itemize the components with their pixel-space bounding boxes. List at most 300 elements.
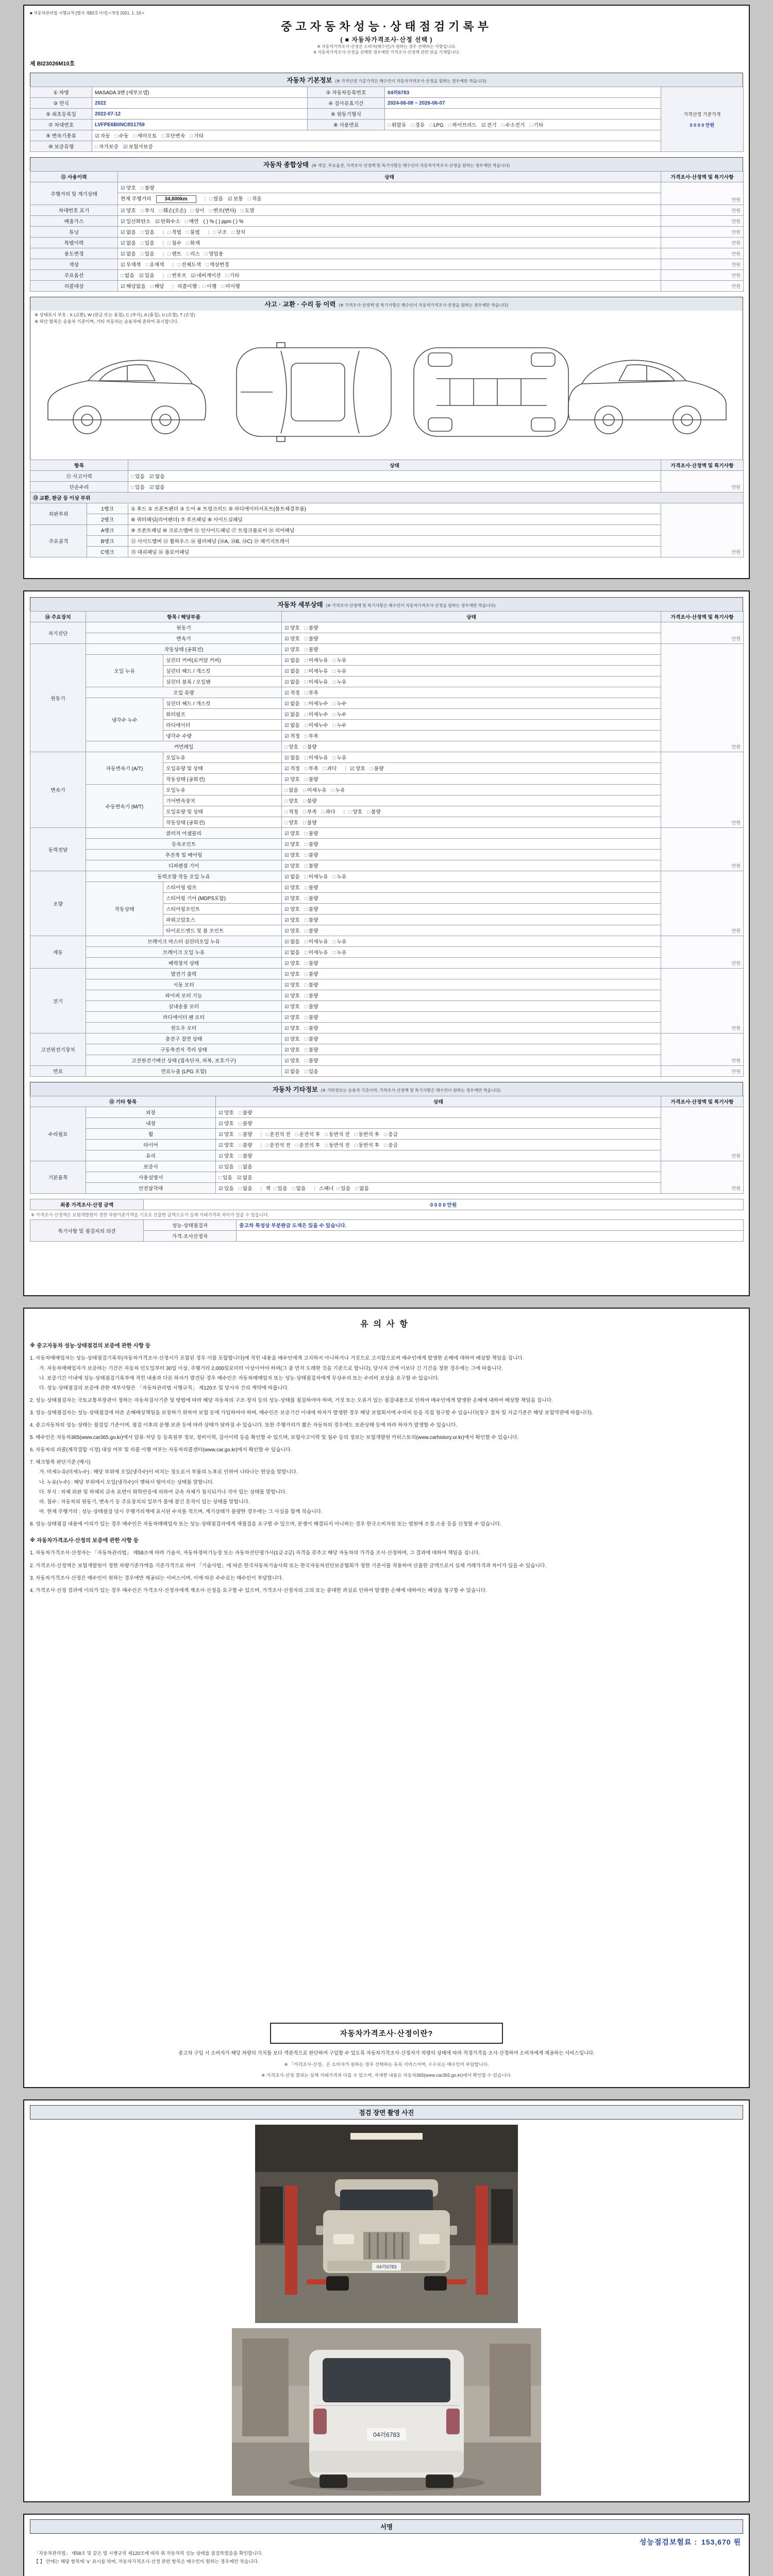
checkbox-적정: ☑ 적정 xyxy=(284,690,300,696)
checkbox-LPG: □ LPG xyxy=(429,123,444,129)
checkbox-양호: ☑ 양호 xyxy=(284,972,300,977)
cell: ⑮ 기타 항목 xyxy=(30,1096,216,1107)
checkbox-없음: ☑ 없음 xyxy=(121,251,136,258)
checkbox-있음: □ 있음 xyxy=(219,1175,232,1181)
page-subtitle: ( ■ 자동차가격조사·산정 선택 ) xyxy=(340,36,433,43)
notice-line: 6. 자동차의 리콜(제작결함 시정) 대상 여부 및 리콜 이행 여부는 자동차리콜센터(www.car.go.kr)에서 확인할 수 있습니다. xyxy=(30,1447,292,1453)
checkbox-도말: □ 도말 xyxy=(241,208,255,214)
checkbox-양호: ☑ 양호 xyxy=(219,1121,234,1127)
cell: 유리 xyxy=(86,1150,216,1161)
cell: ⑤ 최초등록일 xyxy=(30,109,92,120)
cell: 연료누출 (LPG 포함) xyxy=(86,1066,282,1077)
cell: 상태 xyxy=(282,612,661,622)
checkbox-불량: □ 불량 xyxy=(304,625,318,631)
checkbox-양호: ☑ 양호 xyxy=(284,647,300,653)
cell: 파워고압호스 xyxy=(163,914,282,925)
cell: 가격·조사산정자 xyxy=(144,1231,237,1242)
checkbox-미세누유: □ 미세누유 xyxy=(304,658,328,664)
checkbox-미세누수: □ 미세누수 xyxy=(304,701,328,707)
table-row xyxy=(30,109,744,120)
checkbox-불량: □ 불량 xyxy=(304,1026,318,1031)
table-row xyxy=(30,1012,744,1023)
cell: 동력조향 작동 오일 누유 xyxy=(86,871,282,882)
checkbox-누유: □ 누유 xyxy=(332,680,347,685)
table-row xyxy=(30,98,744,109)
checkbox-불량: □ 불량 xyxy=(238,1121,253,1127)
title-note-2: ※ 자동차가격조사·산정을 선택한 경우에만 가격조사·산정액 관련 란을 기재합니다. xyxy=(313,50,460,55)
table-row xyxy=(30,1140,744,1150)
cell: 원동기 xyxy=(30,644,86,752)
checkbox-양호: ☑ 양호 xyxy=(284,777,300,783)
checkbox-있음: □ 있음 xyxy=(304,1069,318,1075)
table-row xyxy=(30,850,744,860)
table-row xyxy=(30,687,744,698)
signature-statement: 「자동차관리법」 제58조 및 같은 법 시행규칙 제120조에 따라 위 자동차의 성능·상태를 점검하였음을 확인합니다. xyxy=(34,2551,263,2556)
checkbox-불량: □ 불량 xyxy=(367,809,381,815)
table-row xyxy=(30,514,744,524)
checkbox-네비게이션: ☑ 네비게이션 xyxy=(191,273,221,279)
checkbox-불량: □ 불량 xyxy=(238,1143,253,1148)
checkbox-경유: □ 경유 xyxy=(411,123,425,129)
cell: 특별이력 xyxy=(30,238,118,248)
cell: 1랭크 xyxy=(87,503,128,514)
cell: 냉각수 수량 xyxy=(163,731,282,741)
cell: 상태 xyxy=(128,460,661,470)
checkbox-운전석 전: □ 운전석 전 xyxy=(265,1132,291,1138)
checkbox-기타: □ 기타 xyxy=(225,273,240,279)
cell xyxy=(282,969,661,979)
section-basic-info xyxy=(30,73,743,152)
cell xyxy=(216,1161,661,1172)
other-info-table xyxy=(30,1096,744,1194)
cell: 작동상태 (공회전) xyxy=(163,817,282,828)
table-row xyxy=(30,1161,744,1172)
checkbox-불량: □ 불량 xyxy=(304,928,318,934)
status-code-legend: ※ 상태표시 부호 : X (교환), W (판금 또는 용접), C (부식), A (흠집), U (요철), T (손상) xyxy=(35,312,195,318)
section-accident-header xyxy=(30,297,743,311)
checkbox-불량: □ 불량 xyxy=(303,744,317,750)
checkbox-불량: □ 불량 xyxy=(304,1015,318,1021)
cell: 상태 xyxy=(118,172,661,182)
checkbox-해당없음: ☑ 해당없음 xyxy=(121,284,146,290)
checkbox-양호: ☑ 양호 xyxy=(121,185,136,192)
section-detail-header xyxy=(30,597,743,611)
checkbox-없음: ☑ 없음 xyxy=(284,723,300,728)
checkbox-없음: ☑ 없음 xyxy=(237,1175,253,1181)
cell: 실린더 헤드 / 개스킷 xyxy=(163,698,282,709)
cell xyxy=(282,860,661,871)
cell: 주요골격 xyxy=(30,524,87,557)
cell: 오일 누유 xyxy=(86,655,163,687)
cell: 등속조인트 xyxy=(86,839,282,850)
table-row xyxy=(30,535,744,546)
checkbox-불량: □ 불량 xyxy=(238,1154,253,1159)
cell xyxy=(282,666,661,676)
checkbox-썬루프: □ 썬루프 xyxy=(167,273,187,279)
cell: 2022-07-12 xyxy=(92,109,308,120)
cell: 기어변속장치 xyxy=(163,795,282,806)
checkbox-수소전기: □ 수소전기 xyxy=(501,123,525,129)
cell: 스티어링조인트 xyxy=(163,904,282,914)
checkbox-불법: □ 불법 xyxy=(186,230,200,236)
checkbox-미세누수: □ 미세누수 xyxy=(304,712,328,718)
checkbox-누유: □ 누유 xyxy=(332,939,347,945)
cell: 오일누유 xyxy=(163,785,282,795)
checkbox-적정: ☑ 적정 xyxy=(284,734,300,739)
cell: 냉각수 누수 xyxy=(86,698,163,741)
checkbox-운전석 후: □ 운전석 후 xyxy=(295,1143,321,1148)
checkbox-양호: □ 양호 xyxy=(284,744,298,750)
price-survey-box-body: 중고차 구입 시 소비자가 해당 차량의 가치를 보다 객관적으로 판단하여 구입할 수 있도록 자동차가격조사·산정자가 차량의 상태에 따라 적정가격을 조사·산정하여 소비자에게 제공하는 서비스입니다. xyxy=(178,2050,595,2056)
cell: C랭크 xyxy=(87,546,128,557)
cell: 디퍼렌셜 기어 xyxy=(86,860,282,871)
cell: 커먼레일 xyxy=(86,741,282,752)
checkbox-있음: □ 있음 xyxy=(131,484,145,490)
cell xyxy=(282,644,661,655)
cell: 리콜대상 xyxy=(30,281,118,292)
section-basic-note: (※ 가격산정 기준가격은 매수인이 자동차가격조사·산정을 원하는 경우에만 적습니다) xyxy=(335,79,486,84)
checkbox-적법: □ 적법 xyxy=(167,230,181,236)
table-row xyxy=(30,828,744,839)
cell xyxy=(282,947,661,958)
form-reference: ■ 자동차관리법 시행규칙 [별지 제82호서식] <개정 2021. 1. 19.> xyxy=(30,11,145,15)
cell: ☑ 무채색 □ 유채색 | □ 전체도색 □ 색상변경 xyxy=(118,259,661,270)
table-row xyxy=(30,785,744,795)
checkbox-양호: ☑ 양호 xyxy=(284,1037,300,1042)
cell: 만원 xyxy=(661,238,744,248)
table-row xyxy=(30,1183,744,1194)
checkbox-양호: ☑ 양호 xyxy=(284,907,300,912)
cell: 항목 xyxy=(30,460,128,470)
notice-line: 다. 성능·상태점검의 보증에 관한 세부사항은 「자동차관리법 시행규칙」 제120조 및 당사자 간의 계약에 따릅니다. xyxy=(39,1385,289,1391)
checkbox-탄화수소: ☑ 탄화수소 xyxy=(155,219,180,225)
table-row xyxy=(30,839,744,850)
table-row xyxy=(30,969,744,979)
table-row xyxy=(30,752,744,763)
cell: 만원 xyxy=(661,1107,744,1161)
cell xyxy=(128,481,661,492)
cell: 배력장치 상태 xyxy=(86,958,282,969)
cell: 윈도우 모터 xyxy=(86,1023,282,1033)
checkbox-양호: □ 양호 xyxy=(284,820,298,826)
checkbox-양호: ☑ 양호 xyxy=(121,208,136,214)
table-row xyxy=(30,238,744,248)
checkbox-응급: □ 응급 xyxy=(384,1143,398,1148)
car-diagram xyxy=(30,326,743,460)
checkbox-과다: □ 과다 xyxy=(323,766,337,772)
checkbox-해당: □ 해당 xyxy=(150,284,164,290)
cell: LVFPE6B0NC8S1759 xyxy=(92,120,308,130)
cell xyxy=(282,1044,661,1055)
cell xyxy=(128,470,661,481)
checkbox-색상변경: □ 색상변경 xyxy=(205,262,229,268)
sheet-signature xyxy=(23,2514,750,2576)
cell xyxy=(282,893,661,904)
cell: 오일누유 xyxy=(163,752,282,763)
checkbox-누수: □ 누수 xyxy=(332,701,347,707)
checkbox-침수: □ 침수 xyxy=(167,241,181,247)
cell: 휠 xyxy=(86,1129,216,1140)
section-other-note: (※ 기타정보는 승용차 기준이며, 가격조사·산정액 및 특기사항은 매수인이 원하는 경우에만 적습니다) xyxy=(321,1088,501,1093)
cell: ☑ 해당없음 □ 해당 | 리콜이행 : □ 이행 □ 미이행 xyxy=(118,281,661,292)
table-row xyxy=(30,141,744,152)
cell: 주행거리 및 계기상태 xyxy=(30,182,118,205)
checkbox-없음: ☑ 없음 xyxy=(284,874,300,880)
photo-front-plate: 04러6783 xyxy=(376,2264,397,2269)
checkbox-구조: □ 구조 xyxy=(213,230,227,236)
checkbox-양호: □ 양호 xyxy=(348,809,362,815)
comprehensive-table xyxy=(30,171,744,292)
cell: 실린더 커버(로커암 커버) xyxy=(163,655,282,666)
car-diagram-svg xyxy=(30,328,744,456)
checkbox-누수: □ 누수 xyxy=(332,712,347,718)
checkbox-없음: ☑ 없음 xyxy=(284,680,300,685)
cell: A랭크 xyxy=(87,524,128,535)
table-row xyxy=(30,1001,744,1012)
checkbox-있음: □ 있음 xyxy=(273,1186,288,1192)
checkbox-적음: □ 적음 xyxy=(247,196,262,202)
checkbox-응급: □ 응급 xyxy=(384,1132,398,1138)
cell xyxy=(216,1118,661,1129)
cell xyxy=(282,1055,661,1066)
notice-line: 마. 현재 주행거리 : 성능·상태점검 당시 주행거리계에 표시된 수치를 적으며, 계기상태가 불량한 경우에는 그 사실을 함께 적습니다. xyxy=(39,1509,323,1515)
table-row xyxy=(30,633,744,644)
checkbox-없음: □ 없음 xyxy=(292,1186,306,1192)
cell: 가격조사·산정액 및 특기사항 xyxy=(661,1096,744,1107)
section-comprehensive-header xyxy=(30,157,743,171)
cell: 만원 xyxy=(661,270,744,281)
notice-line: ※ 중고자동차 성능·상태점검의 보증에 관한 사항 등 xyxy=(30,1343,151,1349)
checkbox-동반석 후: □ 동반석 후 xyxy=(354,1143,380,1148)
notice-line: 7. 체크항목 판단기준 (예시) xyxy=(30,1460,91,1466)
section-accident xyxy=(30,297,743,557)
checkbox-불량: □ 불량 xyxy=(304,1004,318,1010)
cell xyxy=(282,774,661,785)
cell: MASADA 3밴 (세부모델) xyxy=(92,87,308,98)
cell: 작동상태 (공회전) xyxy=(86,644,282,655)
cell: 제동 xyxy=(30,936,86,969)
checkbox-있음: ☑ 있음 xyxy=(219,1164,234,1170)
cell xyxy=(282,676,661,687)
checkbox-양호: ☑ 양호 xyxy=(284,961,300,967)
checkbox-수동: □ 수동 xyxy=(114,133,129,140)
table-row xyxy=(30,1129,744,1140)
checkbox-부족: □ 부족 xyxy=(303,809,317,815)
section-other-title: 자동차 기타정보 xyxy=(272,1086,318,1093)
cell: ☑ 있음 □ 없음 | 잭 □ 있음 □ 없음 | 스패너 □ 있음 □ 없음 xyxy=(216,1183,661,1194)
checkbox-양호: ☑ 양호 xyxy=(284,1047,300,1053)
checkbox-누유: □ 누유 xyxy=(332,950,347,956)
checkbox-없음: ☑ 없음 xyxy=(284,1069,300,1075)
cell: 만원 xyxy=(661,470,744,492)
table-row xyxy=(30,172,744,182)
cell: 만원 xyxy=(661,828,744,871)
checkbox-영업용: □ 영업용 xyxy=(204,251,224,258)
checkbox-불량: □ 불량 xyxy=(140,185,155,192)
cell: 조향 xyxy=(30,871,86,936)
sheet-photos xyxy=(23,2099,750,2502)
cell: ③ 연식 xyxy=(30,98,92,109)
table-row xyxy=(30,1066,744,1077)
checkbox-불량: □ 불량 xyxy=(304,1037,318,1042)
table-row xyxy=(30,546,744,557)
table-row xyxy=(30,622,744,633)
cell: 라디에이터 팬 모터 xyxy=(86,1012,282,1023)
checkbox-없음: □ 없음 xyxy=(284,788,298,793)
cell: 만원 xyxy=(661,182,744,205)
cell: 작동상태 xyxy=(86,882,163,936)
cell: 만원 xyxy=(661,969,744,1033)
cell: ⑬ 교환, 판금 등 이상 부위 xyxy=(30,492,744,503)
cell xyxy=(282,871,661,882)
checkbox-누유: □ 누유 xyxy=(332,874,347,880)
cell: 추진축 및 베어링 xyxy=(86,850,282,860)
table-row xyxy=(30,958,744,969)
cell xyxy=(237,1231,744,1242)
checkbox-양호: ☑ 양호 xyxy=(284,1004,300,1010)
checkbox-불량: □ 불량 xyxy=(304,636,318,642)
cell xyxy=(282,839,661,850)
table-row xyxy=(30,227,744,238)
checkbox-누유: □ 누유 xyxy=(332,755,347,761)
cell: 항목 / 해당부품 xyxy=(86,612,282,622)
section-final-price xyxy=(30,1199,743,1242)
cell: 오일 유량 xyxy=(86,687,282,698)
checkbox-없음: ☑ 없음 xyxy=(284,658,300,664)
cell: 기본품목 xyxy=(30,1161,86,1194)
checkbox-불량: □ 불량 xyxy=(304,831,318,837)
cell xyxy=(282,914,661,925)
cell: □ 없음 ☑ 있음 | □ 썬루프 ☑ 네비게이션 □ 기타 xyxy=(118,270,661,281)
photos-header: 점검 장면 촬영 사진 xyxy=(30,2105,743,2120)
cell: 오일유량 및 상태 xyxy=(163,806,282,817)
cell: ☑ 양호 □ 불량 | □ 운전석 전 □ 운전석 후 □ 동반석 전 □ 동반석 후 □ 응급 xyxy=(216,1140,661,1150)
checkbox-유채색: □ 유채색 xyxy=(145,262,164,268)
cell: ⑧ 사용연료 xyxy=(308,120,385,130)
cell: 만원 xyxy=(661,1066,744,1077)
table-row xyxy=(30,1118,744,1129)
notice-line: 2. 가격조사·산정액은 보험개발원이 정한 차량기준가액을 기준가격으로 하여 「기술사법」에 따른 한국자동차기술사회 또는 한국자동차진단보증협회가 정한 기준서를 적용하여 산출한 금액으로서 실제 거래가격과 차이가 있을 수 있습니다. xyxy=(30,1563,547,1569)
cell: 만원 xyxy=(661,259,744,270)
cell: 04러6783 xyxy=(385,87,661,98)
basic-info-table xyxy=(30,87,744,152)
sheet-notices xyxy=(23,1308,750,2088)
cell: ☑ 일산화탄소 ☑ 탄화수소 □ 매연 ( ) % ( ) ppm ( ) % xyxy=(118,216,661,227)
checkbox-양호: ☑ 양호 xyxy=(284,918,300,923)
final-price-table xyxy=(30,1199,744,1210)
section-detail-note: (※ 가격조사·산정액 및 특기사항은 매수인이 자동차가격조사·산정을 원하는 경우에만 적습니다) xyxy=(326,603,496,608)
cell: 2022 xyxy=(92,98,308,109)
cell: 만원 xyxy=(661,871,744,936)
table-row xyxy=(30,1096,744,1107)
checkbox-누수: □ 누수 xyxy=(332,723,347,728)
cell: 용도변경 xyxy=(30,248,118,259)
section-detail xyxy=(30,597,743,1077)
cell: □ 적정 □ 부족 □ 과다 | □ 양호 □ 불량 xyxy=(282,806,661,817)
cell: ⑭ 주요장치 xyxy=(30,612,86,622)
checkbox-전기: ☑ 전기 xyxy=(481,123,497,129)
checkbox-휘발유: □ 휘발유 xyxy=(388,123,407,129)
cell: ⑫ 사고이력 xyxy=(30,470,128,481)
checkbox-불량: □ 불량 xyxy=(304,972,318,977)
checkbox-불량: □ 불량 xyxy=(304,982,318,988)
checkbox-있음: □ 있음 xyxy=(140,241,155,247)
cell: ☑ 양호 □ 불량 | □ 운전석 전 □ 운전석 후 □ 동반석 전 □ 동반석 후 □ 응급 xyxy=(216,1129,661,1140)
cell xyxy=(282,1066,661,1077)
inspection-photo-rear xyxy=(232,2328,541,2496)
document-number: 제 BI23026M10호 xyxy=(30,61,75,67)
cell: 클러치 어셈블리 xyxy=(86,828,282,839)
checkbox-동반석 후: □ 동반석 후 xyxy=(354,1132,380,1138)
checkbox-있음: □ 있음 xyxy=(131,473,145,480)
cell: 외판부위 xyxy=(30,503,87,524)
cell xyxy=(282,795,661,806)
cell xyxy=(282,990,661,1001)
cell: 성능·상태점검자 xyxy=(144,1220,237,1231)
cell: 원동기 xyxy=(86,622,282,633)
table-row xyxy=(30,979,744,990)
cell: 현재 주행거리 34,600km | □ 많음 ☑ 보통 □ 적음 xyxy=(118,193,661,205)
cell xyxy=(282,882,661,893)
checkbox-불량: □ 불량 xyxy=(304,918,318,923)
checkbox-미세누유: □ 미세누유 xyxy=(303,788,327,793)
checkbox-있음: □ 있음 xyxy=(140,230,155,236)
table-row xyxy=(30,193,744,205)
cell: 0 0 0 0 만원 xyxy=(144,1199,744,1210)
cell xyxy=(282,1033,661,1044)
notice-line: 3. 자동차가격조사·산정은 매수인이 원하는 경우에만 제공되는 서비스이며, 이에 따른 수수료는 매수인이 부담합니다. xyxy=(30,1575,283,1581)
checkbox-불량: □ 불량 xyxy=(304,907,318,912)
cell: 작동상태 (공회전) xyxy=(163,774,282,785)
cell: 실린더 블록 / 오일팬 xyxy=(163,676,282,687)
cell xyxy=(282,785,661,795)
table-row xyxy=(30,216,744,227)
cell: ⑨ 프론트패널 ⑩ 크로스멤버 ⑪ 인사이드패널 ⑰ 트렁크플로어 ⑱ 리어패널 xyxy=(128,524,661,535)
cell xyxy=(92,130,661,141)
table-row xyxy=(30,1150,744,1161)
cell: 색상 xyxy=(30,259,118,270)
checkbox-양호: ☑ 양호 xyxy=(284,1015,300,1021)
cell xyxy=(118,205,661,216)
section-basic-header xyxy=(30,73,743,87)
checkbox-미이행: □ 미이행 xyxy=(221,284,240,290)
table-row xyxy=(30,871,744,882)
sheet-main xyxy=(23,5,750,579)
checkbox-부족: □ 부족 xyxy=(304,734,318,739)
table-row xyxy=(30,87,744,98)
cell xyxy=(216,1150,661,1161)
checkbox-많음: □ 많음 xyxy=(209,196,224,202)
table-row xyxy=(30,1023,744,1033)
cell: 수리필요 xyxy=(30,1107,86,1161)
cell: 변속기 xyxy=(30,752,86,828)
table-row xyxy=(30,1107,744,1118)
table-row xyxy=(30,1044,744,1055)
checkbox-양호: ☑ 양호 xyxy=(284,1026,300,1031)
cell: 라디에이터 xyxy=(163,720,282,731)
opinion-table xyxy=(30,1219,744,1242)
notice-line: 8. 성능·상태점검 내용에 이의가 있는 경우 매수인은 자동차매매업자 또는 성능·상태점검자에게 재점검을 요구할 수 있으며, 분쟁이 해결되지 아니하는 경우 한국소비자원 또는 법원에 조정·소송 등을 신청할 수 있습니다. xyxy=(30,1521,501,1527)
cell: 스티어링 기어 (MDPS포함) xyxy=(163,893,282,904)
cell: 구동축전지 격리 상태 xyxy=(86,1044,282,1055)
insurance-fee-row xyxy=(32,2537,741,2547)
checkbox-불량: □ 불량 xyxy=(303,820,317,826)
cell xyxy=(282,622,661,633)
checkbox-상이: □ 상이 xyxy=(190,208,205,214)
cell: ⑨ 변속기종류 xyxy=(30,130,92,141)
cell: ② 자동차등록번호 xyxy=(308,87,385,98)
checkbox-불량: □ 불량 xyxy=(303,799,317,804)
